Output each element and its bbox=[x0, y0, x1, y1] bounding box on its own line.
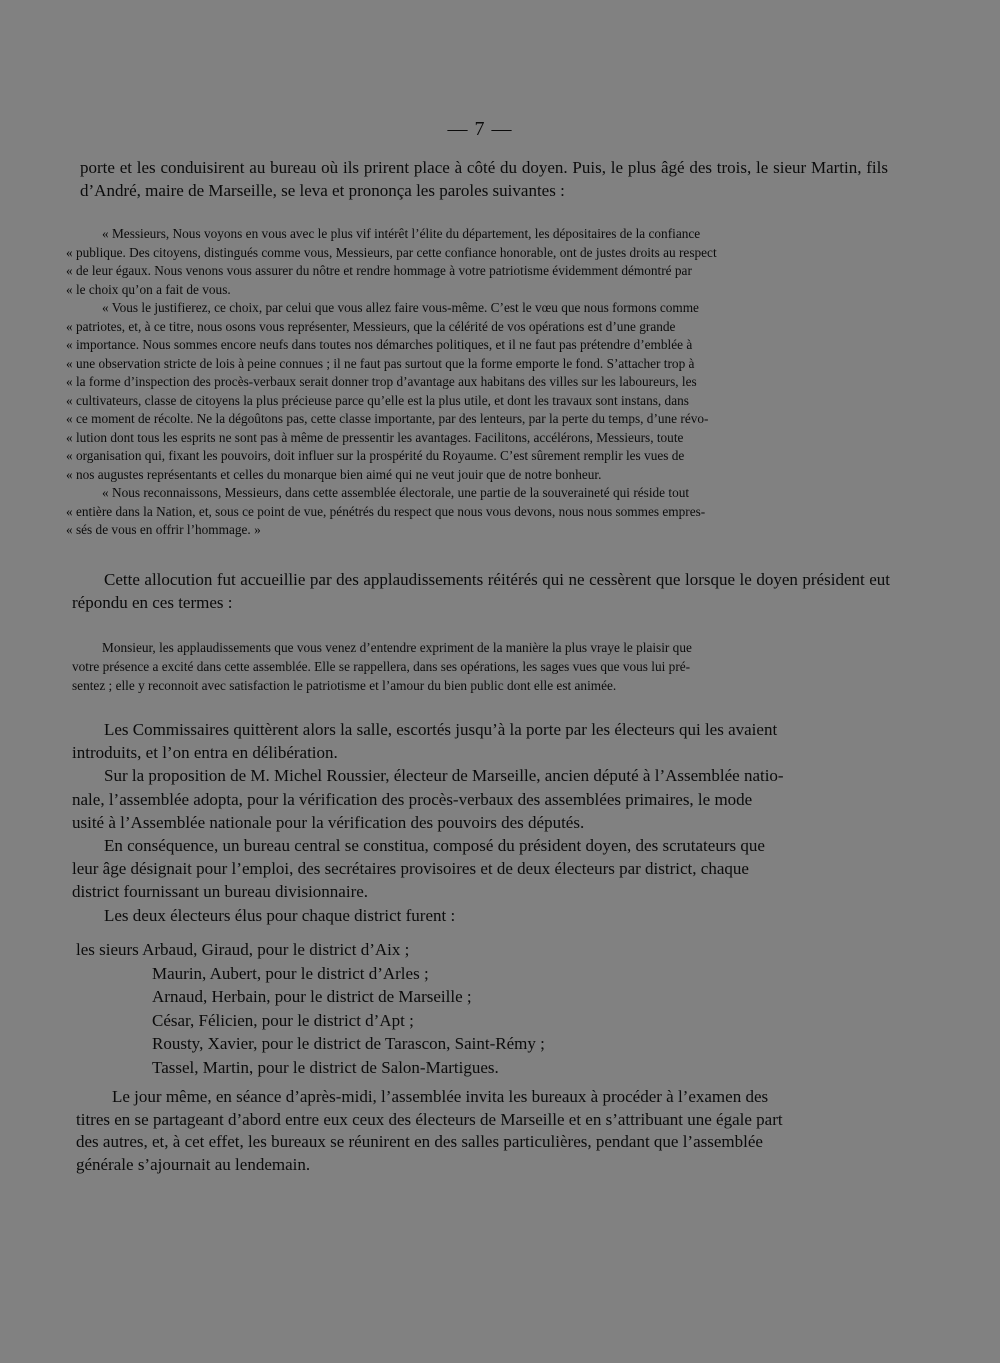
electors-list bbox=[76, 938, 896, 1080]
final-line: générale s’ajournait au lendemain. bbox=[76, 1154, 311, 1174]
final-line: Le jour même, en séance d’après-midi, l’assemblée invita les bureaux à procéder à l’examen des bbox=[112, 1087, 769, 1106]
speech-line: « une observation stricte de lois à peine connues ; il ne faut pas surtout que la forme emporte le fond. S’attacher trop à bbox=[66, 355, 695, 371]
elector-item: Tassel, Martin, pour le district de Salon-Martigues. bbox=[152, 1057, 499, 1077]
body-line: Sur la proposition de M. Michel Roussier, électeur de Marseille, ancien député à l’Assemblée natio- bbox=[104, 766, 784, 786]
speech-line: « de leur égaux. Nous venons vous assurer du nôtre et rendre hommage à votre patriotisme évidemment démontré par bbox=[66, 263, 692, 278]
body-line: usité à l’Assemblée nationale pour la vérification des pouvoirs des députés. bbox=[72, 812, 585, 832]
final-line: des autres, et, à cet effet, les bureaux se réunirent en des salles particulières, pendant que l’assemblée bbox=[76, 1132, 763, 1151]
reply-line: sentez ; elle y reconnoit avec satisfaction le patriotisme et l’amour du bien public dont elle est animée. bbox=[72, 678, 617, 693]
reply-line: Monsieur, les applaudissements que vous venez d’entendre expriment de la manière la plus vraye le plaisir que bbox=[102, 640, 692, 655]
page-number: — 7 — bbox=[447, 118, 513, 140]
body-line: leur âge désignait pour l’emploi, des secrétaires provisoires et de deux électeurs par district, chaque bbox=[72, 859, 749, 879]
speech-line: « le choix qu’on a fait de vous. bbox=[66, 281, 231, 297]
speech-line: « importance. Nous sommes encore neufs dans toutes nos démarches politiques, et il ne faut pas prétendre d’emblée à bbox=[66, 337, 693, 352]
speech-line: « Nous reconnaissons, Messieurs, dans cette assemblée électorale, une partie de la souveraineté qui réside tout bbox=[102, 485, 690, 500]
speech-line: « la forme d’inspection des procès-verbaux serait donner trop d’avantage aux habitans des villes sur les laboureurs, les bbox=[66, 374, 697, 389]
speech-line: « nos augustes représentants et celles du monarque bien aimé qui ne veut jouir que de notre bonheur. bbox=[66, 466, 602, 482]
reply-block bbox=[72, 638, 892, 695]
speech-line: « patriotes, et, à ce titre, nous osons vous représenter, Messieurs, que la célérité de vos opérations est d’une grande bbox=[66, 318, 676, 334]
body-line: nale, l’assemblée adopta, pour la vérification des procès-verbaux des assemblées primaires, le mode bbox=[72, 789, 753, 809]
speech-line: « lution dont tous les esprits ne sont pas à même de pressentir les avantages. Facilitons, accélérons, Messieurs, toute bbox=[66, 429, 684, 445]
body-line: Les Commissaires quittèrent alors la salle, escortés jusqu’à la porte par les électeurs qui les avaient bbox=[104, 720, 778, 739]
speech-line: « organisation qui, fixant les pouvoirs, doit influer sur la prospérité du Royaume. C’est sûrement remplir les vues de bbox=[66, 448, 685, 463]
speech-line: « Vous le justifierez, ce choix, par celui que vous allez faire vous-même. C’est le vœu que nous formons comme bbox=[102, 300, 699, 315]
reply-line: votre présence a excité dans cette assemblée. Elle se rappellera, dans ses opérations, les sages vues que vous lui pré- bbox=[72, 659, 691, 674]
elector-item: Arnaud, Herbain, pour le district de Marseille ; bbox=[152, 987, 472, 1007]
speech-line: « sés de vous en offrir l’hommage. » bbox=[66, 522, 261, 537]
elector-item: Maurin, Aubert, pour le district d’Arles ; bbox=[152, 963, 429, 983]
final-block bbox=[76, 1086, 896, 1176]
final-line: titres en se partageant d’abord entre eux ceux des électeurs de Marseille et en s’attribuant une égale part bbox=[76, 1109, 783, 1129]
speech-line: « cultivateurs, classe de citoyens la plus précieuse parce qu’elle est la plus utile, et dont les travaux sont instans, dans bbox=[66, 392, 689, 408]
speech-line: « ce moment de récolte. Ne la dégoûtons pas, cette classe importante, par des lenteurs, par la perte du temps, d’une révo- bbox=[66, 411, 709, 426]
speech-block bbox=[66, 225, 890, 540]
elector-item: Rousty, Xavier, pour le district de Tarascon, Saint-Rémy ; bbox=[152, 1034, 545, 1054]
body-line: Les deux électeurs élus pour chaque district furent : bbox=[104, 905, 456, 925]
body-line: introduits, et l’on entra en délibération. bbox=[72, 743, 338, 763]
speech-line: « Messieurs, Nous voyons en vous avec le plus vif intérêt l’élite du département, les dépositaires de la confiance bbox=[102, 226, 701, 241]
elector-item: César, Félicien, pour le district d’Apt ; bbox=[152, 1010, 414, 1030]
intro-paragraph: porte et les conduisirent au bureau où ils prirent place à côté du doyen. Puis, le plus âgé des trois, le sieur Martin, fils d’André, maire de Marseille, se leva et prononça les paroles suivantes : bbox=[80, 158, 888, 200]
body-line: En conséquence, un bureau central se constitua, composé du président doyen, des scrutateurs que bbox=[104, 836, 765, 856]
allocution-paragraph: Cette allocution fut accueillie par des applaudissements réitérés qui ne cessèrent que lorsque le doyen président eut répondu en ces termes : bbox=[72, 570, 890, 612]
elector-item: les sieurs Arbaud, Giraud, pour le district d’Aix ; bbox=[76, 940, 410, 959]
body-line: district fournissant un bureau divisionnaire. bbox=[72, 882, 369, 902]
body-block bbox=[72, 718, 892, 927]
speech-line: « entière dans la Nation, et, sous ce point de vue, pénétrés du respect que nous vous devons, nous nous sommes empres- bbox=[66, 503, 706, 519]
speech-line: « publique. Des citoyens, distingués comme vous, Messieurs, par cette confiance honorable, ont de justes droits au respect bbox=[66, 244, 717, 260]
